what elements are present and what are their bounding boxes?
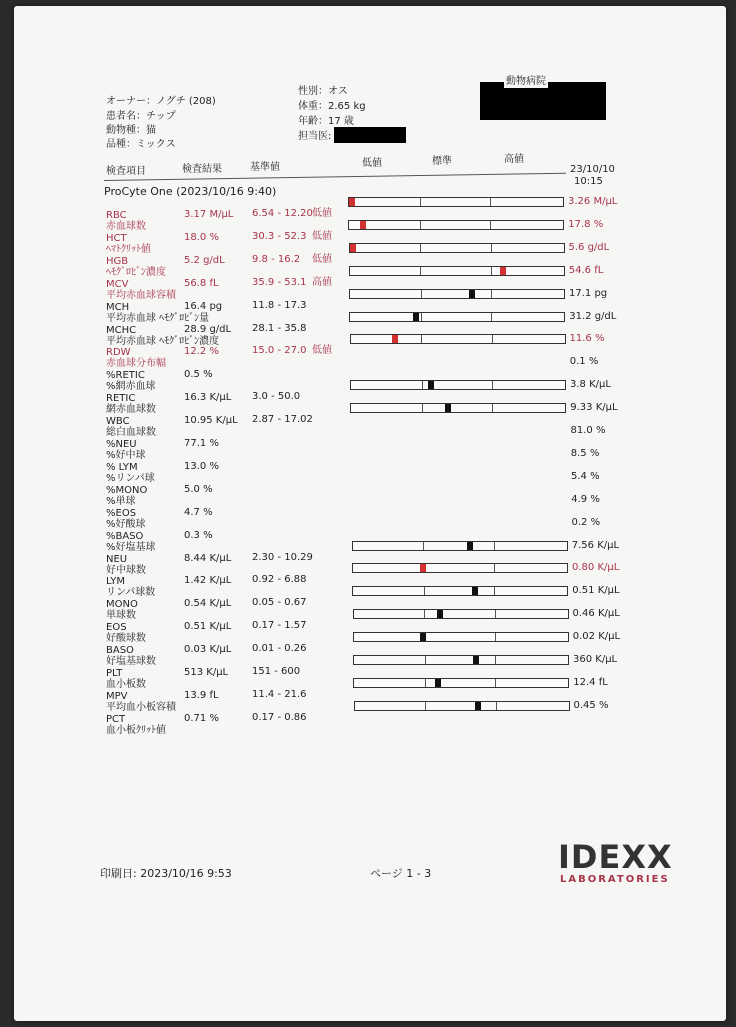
range-tick: [494, 587, 495, 595]
row-flag: 低値: [312, 253, 332, 265]
col-low: 低値: [362, 158, 382, 169]
range-marker: [473, 656, 479, 664]
row-ref: 35.9 - 53.1: [252, 276, 307, 288]
range-bar: [353, 655, 569, 665]
range-tick: [420, 267, 421, 275]
range-bar: [349, 266, 565, 276]
col-result: 検査結果: [182, 164, 222, 175]
vet-label: 担当医:: [298, 131, 332, 142]
row-trend-value: 0.1 %: [569, 356, 599, 368]
row-jp-label: 赤血球分布幅: [106, 358, 166, 370]
idexx-logo: IDEXX: [558, 838, 673, 876]
row-code: HCT: [106, 232, 127, 244]
row-result: 56.8 fL: [184, 277, 219, 289]
idexx-logo-subtitle: LABORATORIES: [560, 874, 670, 885]
row-trend-value: 9.33 K/µL: [570, 402, 618, 414]
row-trend-value: 4.9 %: [571, 493, 600, 505]
row-code: %RETIC: [106, 370, 145, 382]
range-marker: [437, 610, 443, 618]
row-code: MCHC: [106, 324, 137, 336]
row-result: 77.1 %: [184, 438, 219, 449]
row-trend-value: 31.2 g/dL: [569, 310, 617, 322]
range-tick: [492, 381, 493, 389]
col-date: 23/10/10: [570, 164, 615, 175]
range-bar: [350, 380, 566, 390]
col-ref: 基準値: [250, 162, 280, 173]
row-trend-value: 3.8 K/µL: [570, 379, 611, 391]
row-jp-label: 赤血球数: [106, 221, 146, 232]
row-ref: 28.1 - 35.8: [252, 322, 307, 334]
row-trend-value: 54.6 fL: [568, 264, 604, 276]
row-jp-label: 単球数: [106, 610, 136, 622]
row-jp-label: 血小板数: [106, 679, 146, 690]
row-ref: 0.01 - 0.26: [252, 643, 307, 655]
report-paper: [14, 6, 726, 1021]
row-result: 5.0 %: [184, 483, 213, 495]
row-trend-value: 0.2 %: [571, 516, 601, 528]
breed-label: 品種：ミックス: [106, 139, 176, 150]
range-bar: [349, 289, 565, 299]
row-jp-label: %好酸球: [106, 518, 146, 530]
range-tick: [421, 335, 422, 343]
species-label: 動物種：猫: [106, 125, 156, 136]
row-jp-label: 網赤血球数: [106, 404, 156, 416]
range-tick: [425, 702, 426, 710]
row-code: WBC: [106, 416, 130, 428]
row-ref: 9.8 - 16.2: [252, 253, 301, 265]
range-marker: [467, 542, 473, 550]
row-ref: 0.17 - 0.86: [252, 711, 307, 723]
row-result: 28.9 g/dL: [184, 323, 232, 335]
row-result: 10.95 K/µL: [184, 415, 238, 427]
row-code: MCH: [106, 301, 130, 313]
row-ref: 30.3 - 52.3: [252, 230, 307, 242]
range-bar: [348, 197, 564, 207]
row-trend-value: 17.1 pg: [569, 287, 608, 299]
range-bar: [350, 334, 566, 344]
range-bar: [353, 609, 569, 619]
row-code: HGB: [106, 255, 129, 267]
age-label: 年齢：17 歳: [298, 116, 354, 127]
range-tick: [494, 542, 495, 550]
row-jp-label: 血小板ｸﾘｯﾄ値: [106, 724, 166, 736]
row-ref: 15.0 - 27.0: [252, 345, 307, 357]
row-code: %NEU: [106, 439, 137, 450]
row-ref: 2.30 - 10.29: [252, 551, 313, 563]
range-tick: [422, 381, 423, 389]
row-jp-label: 平均赤血球 ﾍﾓｸﾞﾛﾋﾞﾝ濃度: [106, 335, 220, 347]
weight-label: 体重：2.65 kg: [298, 101, 366, 112]
row-result: 513 K/µL: [184, 667, 229, 678]
print-date: 印刷日: 2023/10/16 9:53: [100, 867, 232, 880]
row-trend-value: 0.46 K/µL: [572, 608, 620, 620]
range-tick: [424, 587, 425, 595]
row-code: RETIC: [106, 393, 136, 405]
row-code: EOS: [106, 622, 127, 634]
range-bar: [348, 220, 564, 230]
section-title: ProCyte One (2023/10/16 9:40): [104, 185, 277, 198]
range-tick: [491, 290, 492, 298]
row-ref: 0.92 - 6.88: [252, 574, 307, 586]
row-ref: 6.54 - 12.20: [252, 208, 313, 219]
range-marker: [350, 244, 356, 252]
range-marker: [413, 313, 419, 321]
range-tick: [421, 290, 422, 298]
range-marker: [392, 335, 398, 343]
row-jp-label: %好塩基球: [106, 541, 156, 553]
row-jp-label: 好酸球数: [106, 633, 146, 645]
range-marker: [360, 221, 366, 229]
row-trend-value: 0.80 K/µL: [572, 562, 620, 574]
row-code: BASO: [106, 645, 134, 657]
range-marker: [349, 198, 355, 206]
row-jp-label: %好中球: [106, 450, 146, 461]
owner-label: オーナー：ノグチ (208): [106, 96, 216, 107]
range-tick: [491, 267, 492, 275]
row-result: 12.2 %: [184, 346, 219, 358]
range-tick: [425, 679, 426, 687]
range-tick: [425, 656, 426, 664]
range-tick: [491, 244, 492, 252]
row-result: 0.5 %: [184, 369, 213, 381]
range-tick: [495, 656, 496, 664]
range-tick: [421, 313, 422, 321]
row-code: NEU: [106, 553, 128, 565]
page-number: ページ 1 - 3: [370, 867, 432, 880]
range-bar: [354, 701, 570, 711]
row-code: PLT: [106, 668, 123, 679]
range-tick: [492, 404, 493, 412]
row-ref: 0.17 - 1.57: [252, 620, 307, 632]
range-tick: [423, 542, 424, 550]
range-marker: [420, 564, 426, 572]
row-ref: 151 - 600: [252, 666, 301, 677]
row-result: 18.0 %: [184, 231, 219, 243]
row-ref: 3.0 - 50.0: [252, 391, 301, 403]
range-tick: [424, 610, 425, 618]
row-trend-value: 0.45 %: [573, 699, 609, 711]
row-result: 3.17 M/µL: [184, 209, 234, 220]
row-code: LYM: [106, 576, 125, 588]
row-result: 0.03 K/µL: [184, 644, 232, 656]
row-result: 16.3 K/µL: [184, 392, 232, 404]
row-jp-label: ﾍﾏﾄｸﾘｯﾄ値: [106, 243, 151, 255]
range-tick: [496, 702, 497, 710]
row-jp-label: %網赤血球: [106, 381, 156, 393]
range-marker: [428, 381, 434, 389]
range-bar: [350, 403, 566, 413]
range-tick: [495, 610, 496, 618]
row-code: MCV: [106, 278, 129, 290]
row-trend-value: 12.4 fL: [573, 676, 608, 688]
col-normal: 標準: [432, 156, 452, 167]
range-tick: [420, 198, 421, 206]
row-result: 16.4 pg: [184, 300, 223, 312]
range-bar: [353, 678, 569, 688]
row-trend-value: 17.8 %: [568, 218, 604, 230]
row-ref: 11.8 - 17.3: [252, 299, 307, 311]
row-jp-label: 平均赤血球容積: [106, 289, 176, 301]
row-code: MONO: [106, 599, 138, 611]
row-jp-label: 好塩基球数: [106, 656, 156, 668]
row-result: 0.54 K/µL: [184, 598, 232, 610]
range-tick: [422, 404, 423, 412]
row-result: 0.71 %: [184, 712, 219, 724]
row-result: 8.44 K/µL: [184, 552, 232, 564]
row-jp-label: リンパ球数: [106, 587, 156, 599]
row-code: MPV: [106, 690, 128, 702]
patient-label: 患者名：チップ: [106, 111, 176, 122]
range-bar: [352, 586, 568, 596]
row-ref: 2.87 - 17.02: [252, 414, 313, 426]
range-bar: [352, 541, 568, 551]
row-flag: 高値: [312, 276, 332, 288]
row-code: %EOS: [106, 507, 137, 519]
row-result: 5.2 g/dL: [184, 254, 225, 266]
row-jp-label: 平均血小板容積: [106, 701, 176, 713]
row-result: 1.42 K/µL: [184, 575, 232, 587]
row-result: 4.7 %: [184, 506, 213, 518]
range-tick: [420, 221, 421, 229]
redacted-vet-name: [334, 127, 406, 143]
range-marker: [420, 633, 426, 641]
range-bar: [353, 632, 569, 642]
range-tick: [495, 633, 496, 641]
range-tick: [495, 679, 496, 687]
row-trend-value: 5.4 %: [571, 470, 600, 482]
row-trend-value: 81.0 %: [570, 425, 606, 436]
range-marker: [435, 679, 441, 687]
row-code: RDW: [106, 347, 131, 359]
row-result: 13.9 fL: [184, 689, 219, 701]
row-flag: 低値: [312, 208, 332, 219]
range-tick: [494, 564, 495, 572]
sex-label: 性別：オス: [298, 86, 348, 97]
row-code: % LYM: [106, 461, 138, 473]
range-bar: [352, 563, 568, 573]
col-time: 10:15: [574, 176, 603, 187]
row-trend-value: 3.26 M/µL: [568, 196, 618, 207]
header-divider: [104, 173, 566, 181]
row-jp-label: %リンパ球: [106, 472, 155, 484]
range-bar: [349, 312, 565, 322]
row-code: RBC: [106, 210, 127, 221]
row-result: 13.0 %: [184, 460, 219, 472]
range-marker: [500, 267, 506, 275]
row-code: %BASO: [106, 530, 144, 542]
range-marker: [475, 702, 481, 710]
row-trend-value: 7.56 K/µL: [571, 539, 620, 551]
range-tick: [490, 198, 491, 206]
row-trend-value: 360 K/µL: [573, 654, 618, 665]
row-jp-label: 好中球数: [106, 564, 146, 576]
range-tick: [491, 313, 492, 321]
col-high: 高値: [504, 154, 524, 165]
range-tick: [420, 244, 421, 252]
row-trend-value: 5.6 g/dL: [568, 241, 610, 253]
row-flag: 低値: [312, 345, 332, 357]
row-result: 0.51 K/µL: [184, 621, 232, 633]
row-jp-label: 平均赤血球 ﾍﾓｸﾞﾛﾋﾞﾝ量: [106, 312, 210, 324]
row-ref: 11.4 - 21.6: [252, 688, 307, 700]
row-jp-label: 総白血球数: [106, 427, 156, 439]
range-tick: [492, 335, 493, 343]
row-ref: 0.05 - 0.67: [252, 597, 307, 609]
row-result: 0.3 %: [184, 529, 213, 541]
col-item: 検査項目: [106, 166, 146, 177]
row-trend-value: 0.02 K/µL: [572, 631, 621, 643]
range-bar: [349, 243, 565, 253]
hospital-label: 動物病院: [506, 76, 546, 87]
row-trend-value: 11.6 %: [569, 333, 605, 345]
range-marker: [445, 404, 451, 412]
range-marker: [469, 290, 475, 298]
row-code: %MONO: [106, 484, 148, 496]
range-tick: [490, 221, 491, 229]
row-jp-label: %単球: [106, 495, 136, 507]
range-marker: [472, 587, 478, 595]
row-trend-value: 8.5 %: [570, 447, 600, 459]
row-flag: 低値: [312, 230, 332, 242]
row-trend-value: 0.51 K/µL: [572, 585, 620, 597]
row-jp-label: ﾍﾓｸﾞﾛﾋﾞﾝ濃度: [106, 266, 166, 278]
row-code: PCT: [106, 713, 126, 725]
